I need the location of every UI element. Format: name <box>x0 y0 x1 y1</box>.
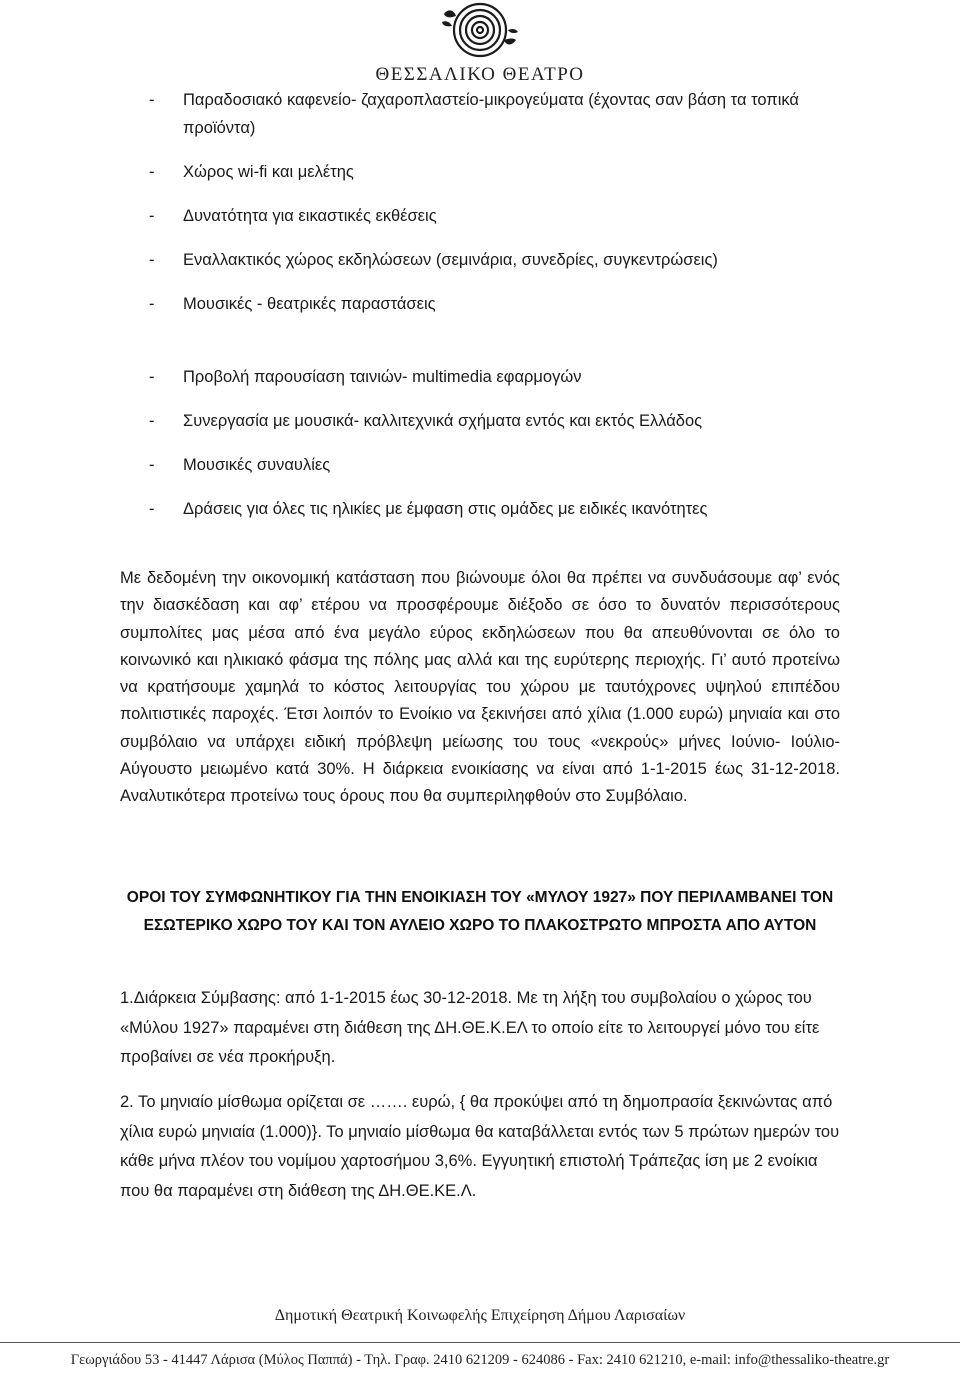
footer-address: Γεωργιάδου 53 - 41447 Λάρισα (Μύλος Παππά) - Τηλ. Γραφ. 2410 621209 - 624086 - Fax: 2410 621210, e-mail: info@thessaliko-theatre.gr <box>70 1352 890 1368</box>
list-item <box>149 451 849 479</box>
list-item <box>149 246 849 274</box>
list-item-text: Μουσικές συναυλίες <box>183 456 331 474</box>
footer-organization: Δημοτική Θεατρική Κοινωφελής Επιχείρηση Δήμου Λαρισαίων <box>274 1307 686 1324</box>
spiral-logo-icon <box>438 0 522 62</box>
list-item <box>149 158 849 186</box>
term-duration: 1.Διάρκεια Σύμβασης: από 1-1-2015 έως 30-12-2018. Με τη λήξη του συμβολαίου ο χώρος του «Μύλου 1927» παραμένει στη διάθεση της ΔΗ.ΘΕ.Κ.ΕΛ το οποίο είτε το λειτουργεί μόνο του είτε προβαίνει σε νέα προκήρυξη. <box>120 989 820 1066</box>
list-item-text: Συνεργασία με μουσικά- καλλιτεχνικά σχήματα εντός και εκτός Ελλάδος <box>183 412 703 430</box>
list-item <box>149 495 849 523</box>
list-item-text: Μουσικές - θεατρικές παραστάσεις <box>183 295 436 313</box>
bullet-dash: - <box>149 163 155 181</box>
brand-name: ΘΕΣΣΑΛΙΚΟ ΘΕΑΤΡΟ <box>375 64 585 85</box>
list-item <box>149 86 849 142</box>
bullet-dash: - <box>149 412 155 430</box>
list-item-text: Δυνατότητα για εικαστικές εκθέσεις <box>183 207 437 225</box>
list-item-text: Παραδοσιακό καφενείο- ζαχαροπλαστείο-μικρογεύματα (έχοντας σαν βάση τα τοπικά προϊόντα) <box>183 91 799 137</box>
list-item-text: Χώρος wi-fi και μελέτης <box>183 163 354 181</box>
list-item-text: Δράσεις για όλες τις ηλικίες με έμφαση στις ομάδες με ειδικές ικανότητες <box>183 500 708 518</box>
bullet-dash: - <box>149 207 155 225</box>
list-item <box>149 202 849 230</box>
list-item <box>149 407 849 435</box>
bullet-dash: - <box>149 500 155 518</box>
amenities-list <box>149 86 849 523</box>
list-item-text: Προβολή παρουσίαση ταινιών- multimedia εφαρμογών <box>183 368 582 386</box>
list-item-text: Εναλλακτικός χώρος εκδηλώσεων (σεμινάρια, συνεδρίες, συγκεντρώσεις) <box>183 251 718 269</box>
bullet-dash: - <box>149 91 155 109</box>
terms-heading: ΟΡΟΙ ΤΟΥ ΣΥΜΦΩΝΗΤΙΚΟΥ ΓΙΑ ΤΗΝ ΕΝΟΙΚΙΑΣΗ ΤΟΥ «ΜΥΛΟΥ 1927» ΠΟΥ ΠΕΡΙΛΑΜΒΑΝΕΙ ΤΟΝ ΕΣΩΤΕΡΙΚΟ ΧΩΡΟ ΤΟΥ ΚΑΙ ΤΟΝ ΑΥΛΕΙΟ ΧΩΡΟ ΤΟ ΠΛΑΚΟΣΤΡΩΤΟ ΜΠΡΟΣΤΑ ΑΠΟ ΑΥΤΟΝ <box>126 889 834 934</box>
bullet-dash: - <box>149 251 155 269</box>
list-item <box>149 363 849 391</box>
term-rent: 2. Το μηνιαίο μίσθωμα ορίζεται σε ……. ευρώ, { θα προκύψει από τη δημοπρασία ξεκινώντας από χίλια ευρώ μηνιαία (1.000)}. Το μηνιαίο μίσθωμα θα καταβάλλεται εντός των 5 πρώτων ημερών του κάθε μήνα πλέον του νομίμου χαρτοσήμου 3,6%. Εγγυητική επιστολή Τράπεζας ίση με 2 ενοίκια που θα παραμένει στη διάθεση της ΔΗ.ΘΕ.ΚΕ.Λ. <box>120 1093 840 1200</box>
list-item <box>149 290 849 318</box>
footer-divider <box>0 1342 960 1343</box>
rationale-paragraph: Με δεδομένη την οικονομική κατάσταση που βιώνουμε όλοι θα πρέπει να συνδυάσουμε αφ’ ενός την διασκέδαση και αφ’ ετέρου να προσφέρουμε διέξοδο σε όσο το δυνατόν περισσότερους συμπολίτες μας μέσα από ένα μεγάλο εύρος εκδηλώσεων που θα απευθύνονται σε όλο το κοινωνικό και ηλικιακό φάσμα της πόλης μας αλλά και της ευρύτερης περιοχής. Γι’ αυτό προτείνω να κρατήσουμε χαμηλά το κόστος λειτουργίας του χώρου με ταυτόχρονες υψηλού επιπέδου πολιτιστικές παροχές. Έτσι λοιπόν το Ενοίκιο να ξεκινήσει από χίλια (1.000 ευρώ) μηνιαία και στο συμβόλαιο να υπάρχει ειδική πρόβλεψη μείωσης του τους «νεκρούς» μήνες Ιούνιο- Ιούλιο- Αύγουστο μειωμένο κατά 30%. Η διάρκεια ενοικίασης να είναι από 1-1-2015 έως 31-12-2018. Αναλυτικότερα προτείνω τους όρους που θα συμπεριληφθούν στο Συμβόλαιο. <box>120 569 840 806</box>
letterhead <box>360 0 600 85</box>
bullet-dash: - <box>149 456 155 474</box>
bullet-dash: - <box>149 295 155 313</box>
bullet-dash: - <box>149 368 155 386</box>
